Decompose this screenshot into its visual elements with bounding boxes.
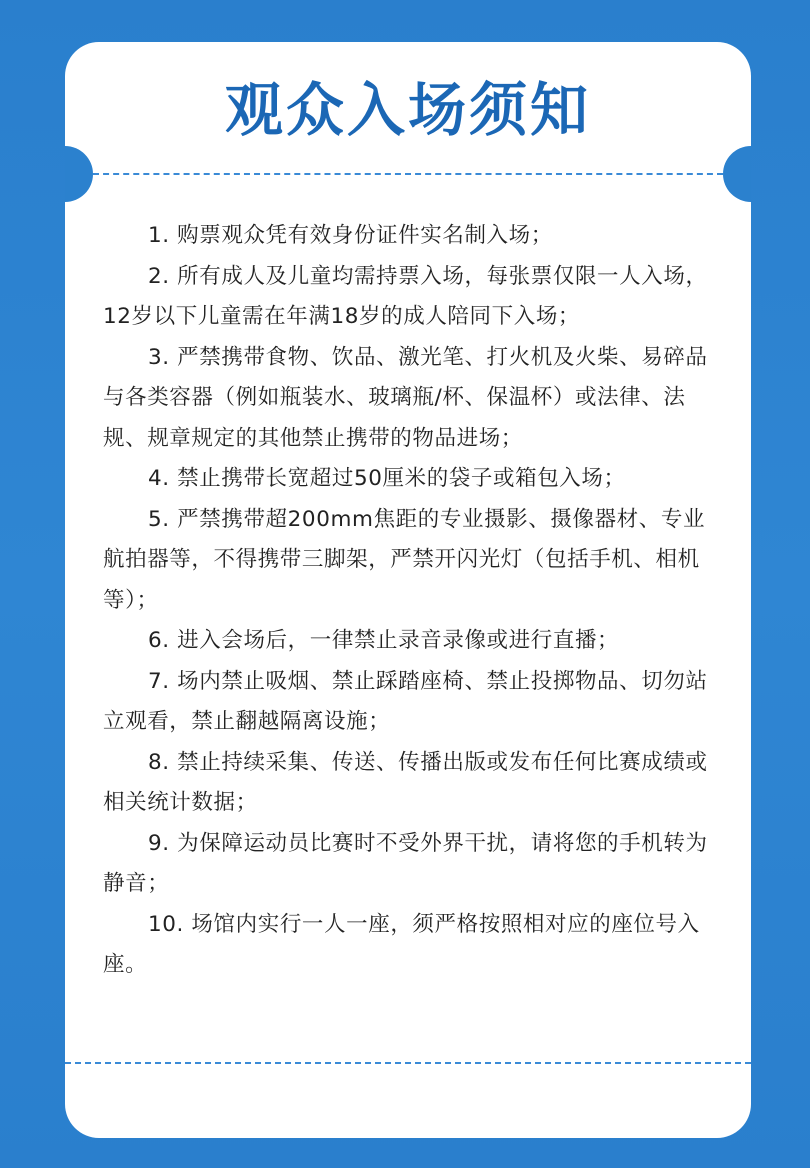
rule-item-7: 7. 场内禁止吸烟、禁止踩踏座椅、禁止投掷物品、切勿站立观看，禁止翻越隔离设施； — [103, 668, 708, 734]
ticket-notch-left — [65, 146, 93, 202]
bottom-dashed-divider — [65, 1062, 751, 1064]
rule-item-6: 6. 进入会场后，一律禁止录音录像或进行直播； — [148, 628, 620, 653]
rule-item-9: 9. 为保障运动员比赛时不受外界干扰，请将您的手机转为静音； — [103, 830, 708, 896]
ticket-notch-right — [723, 146, 751, 202]
rule-item-4: 4. 禁止携带长宽超过50厘米的袋子或箱包入场； — [148, 466, 626, 491]
rule-item-2: 2. 所有成人及儿童均需持票入场，每张票仅限一人入场，12岁以下儿童需在年满18岁的成人陪同下入场； — [103, 263, 708, 329]
rule-item-8: 8. 禁止持续采集、传送、传播出版或发布任何比赛成绩或相关统计数据； — [103, 749, 708, 815]
rule-item-10: 10. 场馆内实行一人一座，须严格按照相对应的座位号入座。 — [103, 911, 700, 977]
rule-item-1: 1. 购票观众凭有效身份证件实名制入场； — [148, 223, 553, 248]
top-dashed-divider — [93, 173, 723, 175]
rule-item-3: 3. 严禁携带食物、饮品、激光笔、打火机及火柴、易碎品与各类容器（例如瓶装水、玻璃瓶/杯、保温杯）或法律、法规、规章规定的其他禁止携带的物品进场； — [103, 344, 708, 451]
page-title: 观众入场须知 — [224, 76, 591, 144]
rules-list — [103, 216, 717, 986]
notice-card — [65, 42, 751, 1138]
rule-item-5: 5. 严禁携带超200mm焦距的专业摄影、摄像器材、专业航拍器等，不得携带三脚架，严禁开闪光灯（包括手机、相机等）； — [103, 506, 706, 613]
